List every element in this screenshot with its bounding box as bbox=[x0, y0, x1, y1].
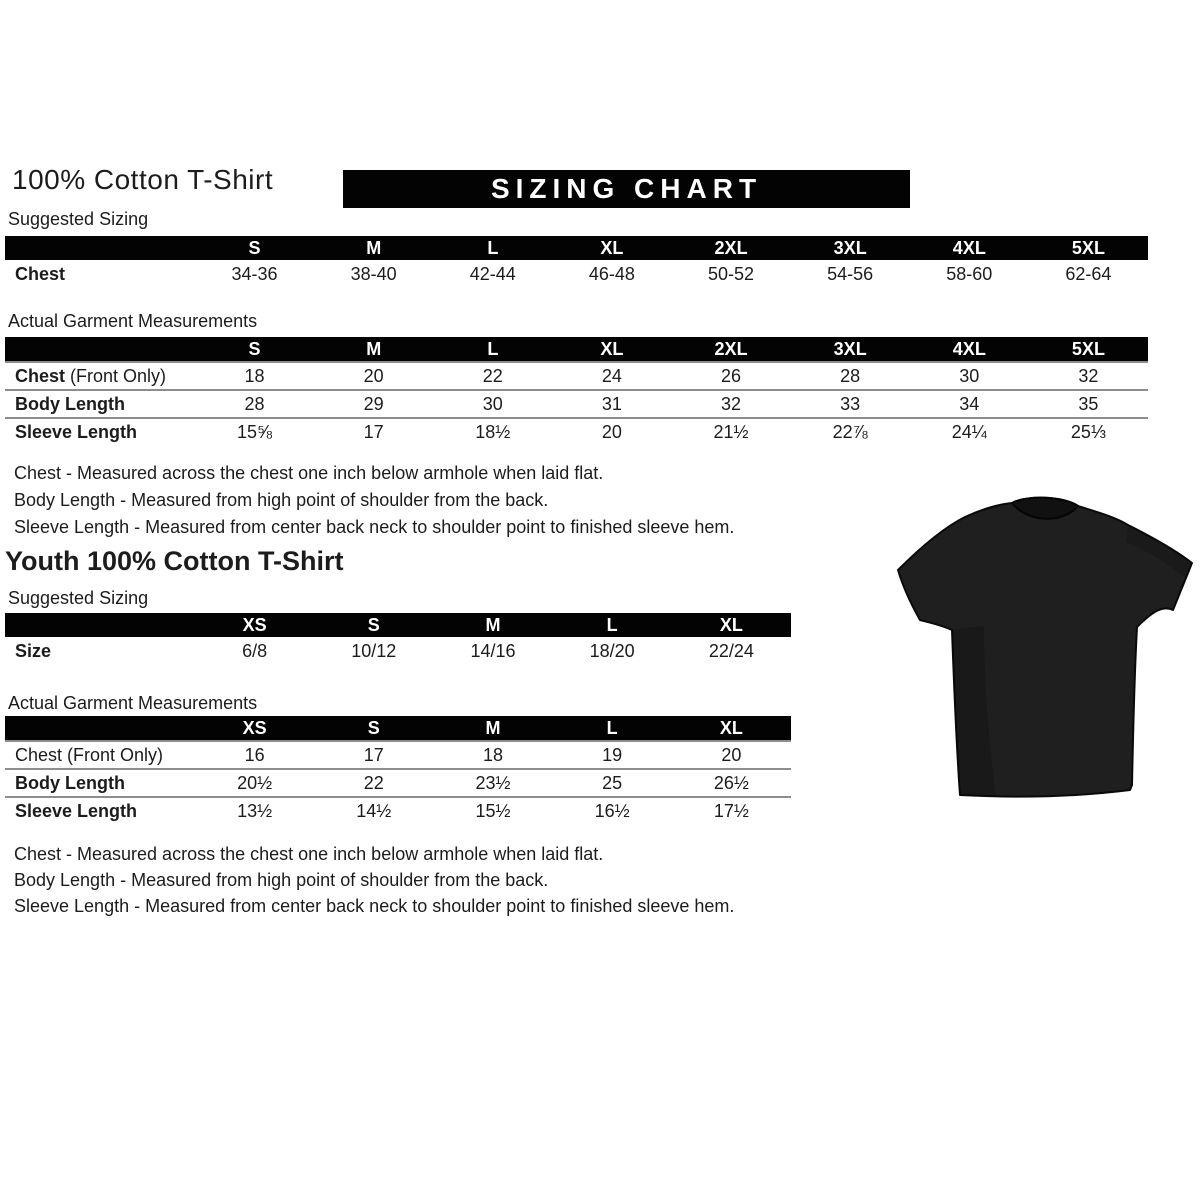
table-row bbox=[5, 637, 791, 666]
measurement-value-cell: 22 bbox=[433, 362, 552, 390]
table-row bbox=[5, 769, 791, 797]
measurement-value-cell: 13½ bbox=[195, 797, 314, 824]
measurement-value-cell: 20 bbox=[552, 418, 671, 445]
size-column-header: XL bbox=[552, 337, 671, 362]
size-column-header: 4XL bbox=[910, 337, 1029, 362]
youth-product-title: Youth 100% Cotton T-Shirt bbox=[5, 546, 344, 576]
measurement-value-cell: 22⅞ bbox=[791, 418, 910, 445]
size-column-header: S bbox=[314, 613, 433, 637]
measurement-value-cell: 62-64 bbox=[1065, 264, 1112, 284]
table-row bbox=[5, 797, 791, 824]
measurement-value-cell: 10/12 bbox=[351, 641, 397, 661]
size-column-header: XS bbox=[195, 613, 314, 637]
measurement-value-cell: 21½ bbox=[672, 418, 791, 445]
measurement-value-cell: 15½ bbox=[433, 797, 552, 824]
measurement-value-cell: 46-48 bbox=[588, 264, 635, 284]
table-header-row bbox=[5, 337, 1148, 362]
size-column-header: XS bbox=[195, 716, 314, 741]
youth-measurements-table bbox=[5, 716, 791, 824]
measurement-value-cell: 17½ bbox=[672, 797, 791, 824]
measurement-value-cell: 24¼ bbox=[910, 418, 1029, 445]
sizing-chart-banner-label: SIZING CHART bbox=[490, 173, 763, 204]
size-column-header: XL bbox=[552, 236, 671, 260]
row-label: Sleeve Length bbox=[5, 418, 195, 445]
measurement-value-cell: 14/16 bbox=[470, 641, 516, 661]
measurement-value-cell: 16 bbox=[195, 741, 314, 769]
row-label: Body Length bbox=[5, 390, 195, 418]
measurement-value-cell: 20 bbox=[314, 362, 433, 390]
row-label: Sleeve Length bbox=[5, 797, 195, 824]
size-column-header: 5XL bbox=[1029, 337, 1148, 362]
size-column-header: S bbox=[195, 337, 314, 362]
measurement-value-cell: 20 bbox=[672, 741, 791, 769]
black-tshirt-image bbox=[892, 486, 1200, 808]
size-column-header: L bbox=[433, 236, 552, 260]
measurement-value-cell: 54-56 bbox=[827, 264, 874, 284]
measurement-value-cell: 18/20 bbox=[589, 641, 635, 661]
adult-measurements-label: Actual Garment Measurements bbox=[8, 311, 258, 331]
table-header-row bbox=[5, 716, 791, 741]
measurement-value-cell: 24 bbox=[552, 362, 671, 390]
measurement-value-cell: 15⅝ bbox=[195, 418, 314, 445]
measurement-value-cell: 23½ bbox=[433, 769, 552, 797]
measurement-value-cell: 35 bbox=[1029, 390, 1148, 418]
size-column-header: S bbox=[195, 236, 314, 260]
note-line: Chest - Measured across the chest one inch below armhole when laid flat. bbox=[14, 844, 604, 864]
adult-suggested-sizing-label: Suggested Sizing bbox=[8, 209, 149, 229]
tshirt-graphic bbox=[892, 486, 1200, 808]
size-column-header: L bbox=[553, 716, 672, 741]
adult-measurement-notes bbox=[14, 460, 734, 541]
size-column-header: 3XL bbox=[791, 337, 910, 362]
adult-product-title: 100% Cotton T-Shirt bbox=[12, 164, 274, 195]
table-row bbox=[5, 418, 1148, 445]
measurement-value-cell: 25⅓ bbox=[1029, 418, 1148, 445]
sizing-chart-banner bbox=[343, 170, 910, 208]
measurement-value-cell: 58-60 bbox=[946, 264, 993, 284]
table-row bbox=[5, 260, 1148, 289]
measurement-value-cell: 26 bbox=[672, 362, 791, 390]
measurement-value-cell: 17 bbox=[314, 741, 433, 769]
size-column-header: XL bbox=[672, 716, 791, 741]
measurement-value-cell: 30 bbox=[910, 362, 1029, 390]
measurement-value-cell: 29 bbox=[314, 390, 433, 418]
measurement-value-cell: 33 bbox=[791, 390, 910, 418]
measurement-value-cell: 14½ bbox=[314, 797, 433, 824]
row-label: Chest bbox=[15, 264, 66, 284]
measurement-value-cell: 16½ bbox=[553, 797, 672, 824]
table-header-row bbox=[5, 613, 791, 637]
header-label-spacer bbox=[5, 236, 195, 260]
size-column-header: 4XL bbox=[910, 236, 1029, 260]
header-label-spacer bbox=[5, 613, 195, 637]
note-line: Body Length - Measured from high point of shoulder from the back. bbox=[14, 870, 549, 890]
youth-suggested-sizing-table bbox=[5, 613, 791, 666]
note-line: Chest - Measured across the chest one inch below armhole when laid flat. bbox=[14, 463, 604, 483]
size-column-header: XL bbox=[672, 613, 791, 637]
row-label: Body Length bbox=[5, 769, 195, 797]
table-row bbox=[5, 390, 1148, 418]
row-label: Size bbox=[15, 641, 52, 661]
size-column-header: 2XL bbox=[672, 337, 791, 362]
measurement-value-cell: 30 bbox=[433, 390, 552, 418]
row-label: Chest (Front Only) bbox=[5, 741, 195, 769]
header-label-spacer bbox=[5, 716, 195, 741]
youth-measurements-label: Actual Garment Measurements bbox=[8, 693, 258, 713]
size-column-header: 3XL bbox=[791, 236, 910, 260]
measurement-value-cell: 31 bbox=[552, 390, 671, 418]
measurement-value-cell: 20½ bbox=[195, 769, 314, 797]
measurement-value-cell: 26½ bbox=[672, 769, 791, 797]
measurement-value-cell: 22 bbox=[314, 769, 433, 797]
size-column-header: L bbox=[553, 613, 672, 637]
table-row bbox=[5, 741, 791, 769]
measurement-value-cell: 34-36 bbox=[231, 264, 278, 284]
measurement-value-cell: 19 bbox=[553, 741, 672, 769]
size-column-header: M bbox=[433, 613, 552, 637]
table-row bbox=[5, 362, 1148, 390]
size-column-header: 5XL bbox=[1029, 236, 1148, 260]
measurement-value-cell: 6/8 bbox=[242, 641, 268, 661]
measurement-value-cell: 34 bbox=[910, 390, 1029, 418]
size-column-header: M bbox=[314, 337, 433, 362]
table-header-row bbox=[5, 236, 1148, 260]
row-label: Chest (Front Only) bbox=[5, 362, 195, 390]
measurement-value-cell: 50-52 bbox=[708, 264, 755, 284]
note-line: Body Length - Measured from high point of shoulder from the back. bbox=[14, 490, 549, 510]
size-column-header: L bbox=[433, 337, 552, 362]
size-column-header: 2XL bbox=[672, 236, 791, 260]
measurement-value-cell: 18 bbox=[195, 362, 314, 390]
adult-measurements-table bbox=[5, 337, 1148, 445]
measurement-value-cell: 18 bbox=[433, 741, 552, 769]
measurement-value-cell: 28 bbox=[791, 362, 910, 390]
measurement-value-cell: 42-44 bbox=[469, 264, 516, 284]
size-column-header: M bbox=[433, 716, 552, 741]
header-label-spacer bbox=[5, 337, 195, 362]
note-line: Sleeve Length - Measured from center back neck to shoulder point to finished sleeve hem. bbox=[14, 517, 735, 537]
measurement-value-cell: 18½ bbox=[433, 418, 552, 445]
measurement-value-cell: 38-40 bbox=[350, 264, 397, 284]
measurement-value-cell: 25 bbox=[553, 769, 672, 797]
size-column-header: S bbox=[314, 716, 433, 741]
measurement-value-cell: 32 bbox=[1029, 362, 1148, 390]
size-column-header: M bbox=[314, 236, 433, 260]
measurement-value-cell: 17 bbox=[314, 418, 433, 445]
youth-suggested-sizing-label: Suggested Sizing bbox=[8, 588, 149, 608]
measurement-value-cell: 32 bbox=[672, 390, 791, 418]
measurement-value-cell: 22/24 bbox=[708, 641, 754, 661]
note-line: Sleeve Length - Measured from center back neck to shoulder point to finished sleeve hem. bbox=[14, 896, 735, 916]
adult-suggested-sizing-table bbox=[5, 236, 1148, 289]
measurement-value-cell: 28 bbox=[195, 390, 314, 418]
youth-measurement-notes bbox=[14, 841, 734, 919]
